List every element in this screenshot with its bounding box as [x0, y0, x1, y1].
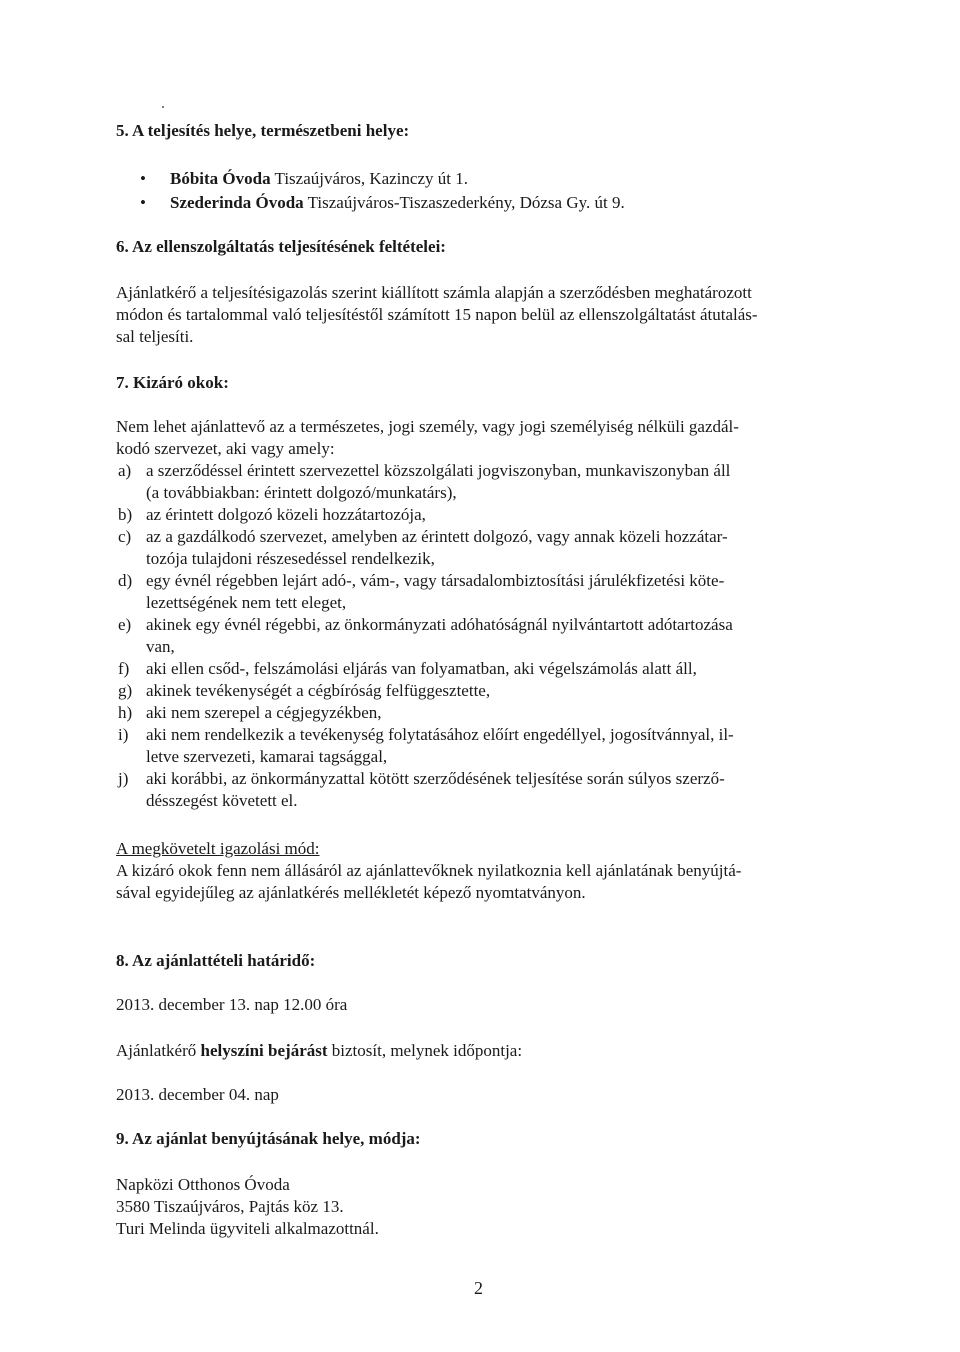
text-span: biztosít, melynek időpontja: — [327, 1041, 523, 1060]
item-line: az érintett dolgozó közeli hozzátartozója, — [146, 505, 426, 524]
paragraph-line: sával egyidejűleg az ajánlatkérés mellékletét képező nyomtatványon. — [116, 883, 586, 902]
location-name: Szederinda Óvoda — [170, 193, 304, 212]
proof-block — [116, 838, 846, 904]
list-marker: a) — [118, 461, 132, 480]
list-item — [116, 658, 846, 680]
bullet-icon: • — [140, 169, 146, 188]
item-line: aki nem rendelkezik a tevékenység folytatásához előírt engedéllyel, jogosítvánnyal, il- — [146, 725, 734, 744]
item-line: (a továbbiakban: érintett dolgozó/munkatárs), — [146, 483, 457, 502]
item-line: egy évnél régebben lejárt adó-, vám-, vagy társadalombiztosítási járulékfizetési köte- — [146, 571, 725, 590]
item-line: a szerződéssel érintett szervezettel közszolgálati jogviszonyban, munkaviszonyban áll — [146, 461, 731, 480]
paragraph-line: A kizáró okok fenn nem állásáról az ajánlattevőknek nyilatkoznia kell ajánlatának benyújtá- — [116, 861, 742, 880]
list-marker: h) — [118, 703, 133, 722]
list-marker: j) — [118, 769, 129, 788]
list-marker: d) — [118, 571, 133, 590]
scan-speck — [162, 106, 164, 108]
list-marker: b) — [118, 505, 133, 524]
item-line: akinek tevékenységét a cégbíróság felfüggesztette, — [146, 681, 491, 700]
address-line: 3580 Tiszaújváros, Pajtás köz 13. — [116, 1197, 344, 1216]
bullet-icon: • — [140, 193, 146, 212]
text-span: Ajánlatkérő — [116, 1041, 201, 1060]
list-item — [116, 460, 846, 504]
section9-heading: 9. Az ajánlat benyújtásának helye, módja: — [116, 1129, 421, 1148]
item-line: van, — [146, 637, 175, 656]
paragraph-line: módon és tartalommal való teljesítéstől számított 15 napon belül az ellenszolgáltatást átutalás- — [116, 305, 758, 324]
item-line: az a gazdálkodó szervezet, amelyben az érintett dolgozó, vagy annak közeli hozzátar- — [146, 527, 728, 546]
section8-heading: 8. Az ajánlattételi határidő: — [116, 951, 316, 970]
item-line: désszegést követett el. — [146, 791, 298, 810]
list-marker: c) — [118, 527, 132, 546]
section6-paragraph — [116, 282, 846, 348]
location-address: Tiszaújváros, Kazinczy út 1. — [270, 169, 468, 188]
list-marker: g) — [118, 681, 133, 700]
list-marker: i) — [118, 725, 129, 744]
site-visit-text — [116, 1040, 846, 1062]
text-span-bold: helyszíni bejárást — [200, 1041, 328, 1060]
item-line: akinek egy évnél régebbi, az önkormányzati adóhatóságnál nyilvántartott adótartozása — [146, 615, 733, 634]
section6-heading: 6. Az ellenszolgáltatás teljesítésének feltételei: — [116, 237, 446, 256]
paragraph-line: kodó szervezet, aki vagy amely: — [116, 439, 335, 458]
list-item — [140, 167, 840, 191]
exclusion-list — [116, 460, 846, 812]
location-name: Bóbita Óvoda — [170, 169, 271, 188]
deadline-text: 2013. december 13. nap 12.00 óra — [116, 995, 348, 1014]
site-visit-date: 2013. december 04. nap — [116, 1085, 279, 1104]
section7-intro — [116, 416, 846, 460]
item-line: lezettségének nem tett eleget, — [146, 593, 347, 612]
paragraph-line: Nem lehet ajánlattevő az a természetes, jogi személy, vagy jogi személyiség nélküli gazdál- — [116, 417, 739, 436]
list-marker: f) — [118, 659, 130, 678]
list-item — [116, 570, 846, 614]
paragraph-line: sal teljesíti. — [116, 327, 194, 346]
section5-heading: 5. A teljesítés helye, természetbeni helye: — [116, 121, 410, 140]
location-address: Tiszaújváros-Tiszaszederkény, Dózsa Gy. út 9. — [303, 193, 625, 212]
paragraph-line: Ajánlatkérő a teljesítésigazolás szerint kiállított számla alapján a szerződésben meghatározott — [116, 283, 752, 302]
section5-list — [140, 167, 840, 215]
item-line: aki korábbi, az önkormányzattal kötött szerződésének teljesítése során súlyos szerző- — [146, 769, 725, 788]
proof-heading: A megkövetelt igazolási mód: — [116, 839, 320, 858]
item-line: aki nem szerepel a cégjegyzékben, — [146, 703, 382, 722]
address-line: Turi Melinda ügyviteli alkalmazottnál. — [116, 1219, 379, 1238]
list-item — [116, 702, 846, 724]
page-number: 2 — [474, 1278, 483, 1298]
list-item — [116, 526, 846, 570]
item-line: tozója tulajdoni részesedéssel rendelkezik, — [146, 549, 435, 568]
list-item — [116, 614, 846, 658]
list-marker: e) — [118, 615, 132, 634]
list-item — [116, 680, 846, 702]
list-item — [140, 191, 840, 215]
item-line: aki ellen csőd-, felszámolási eljárás van folyamatban, aki végelszámolás alatt áll, — [146, 659, 697, 678]
section7-heading: 7. Kizáró okok: — [116, 373, 229, 392]
list-item — [116, 768, 846, 812]
item-line: letve szervezeti, kamarai tagsággal, — [146, 747, 388, 766]
address-line: Napközi Otthonos Óvoda — [116, 1175, 290, 1194]
list-item — [116, 724, 846, 768]
address-block — [116, 1174, 846, 1240]
list-item — [116, 504, 846, 526]
